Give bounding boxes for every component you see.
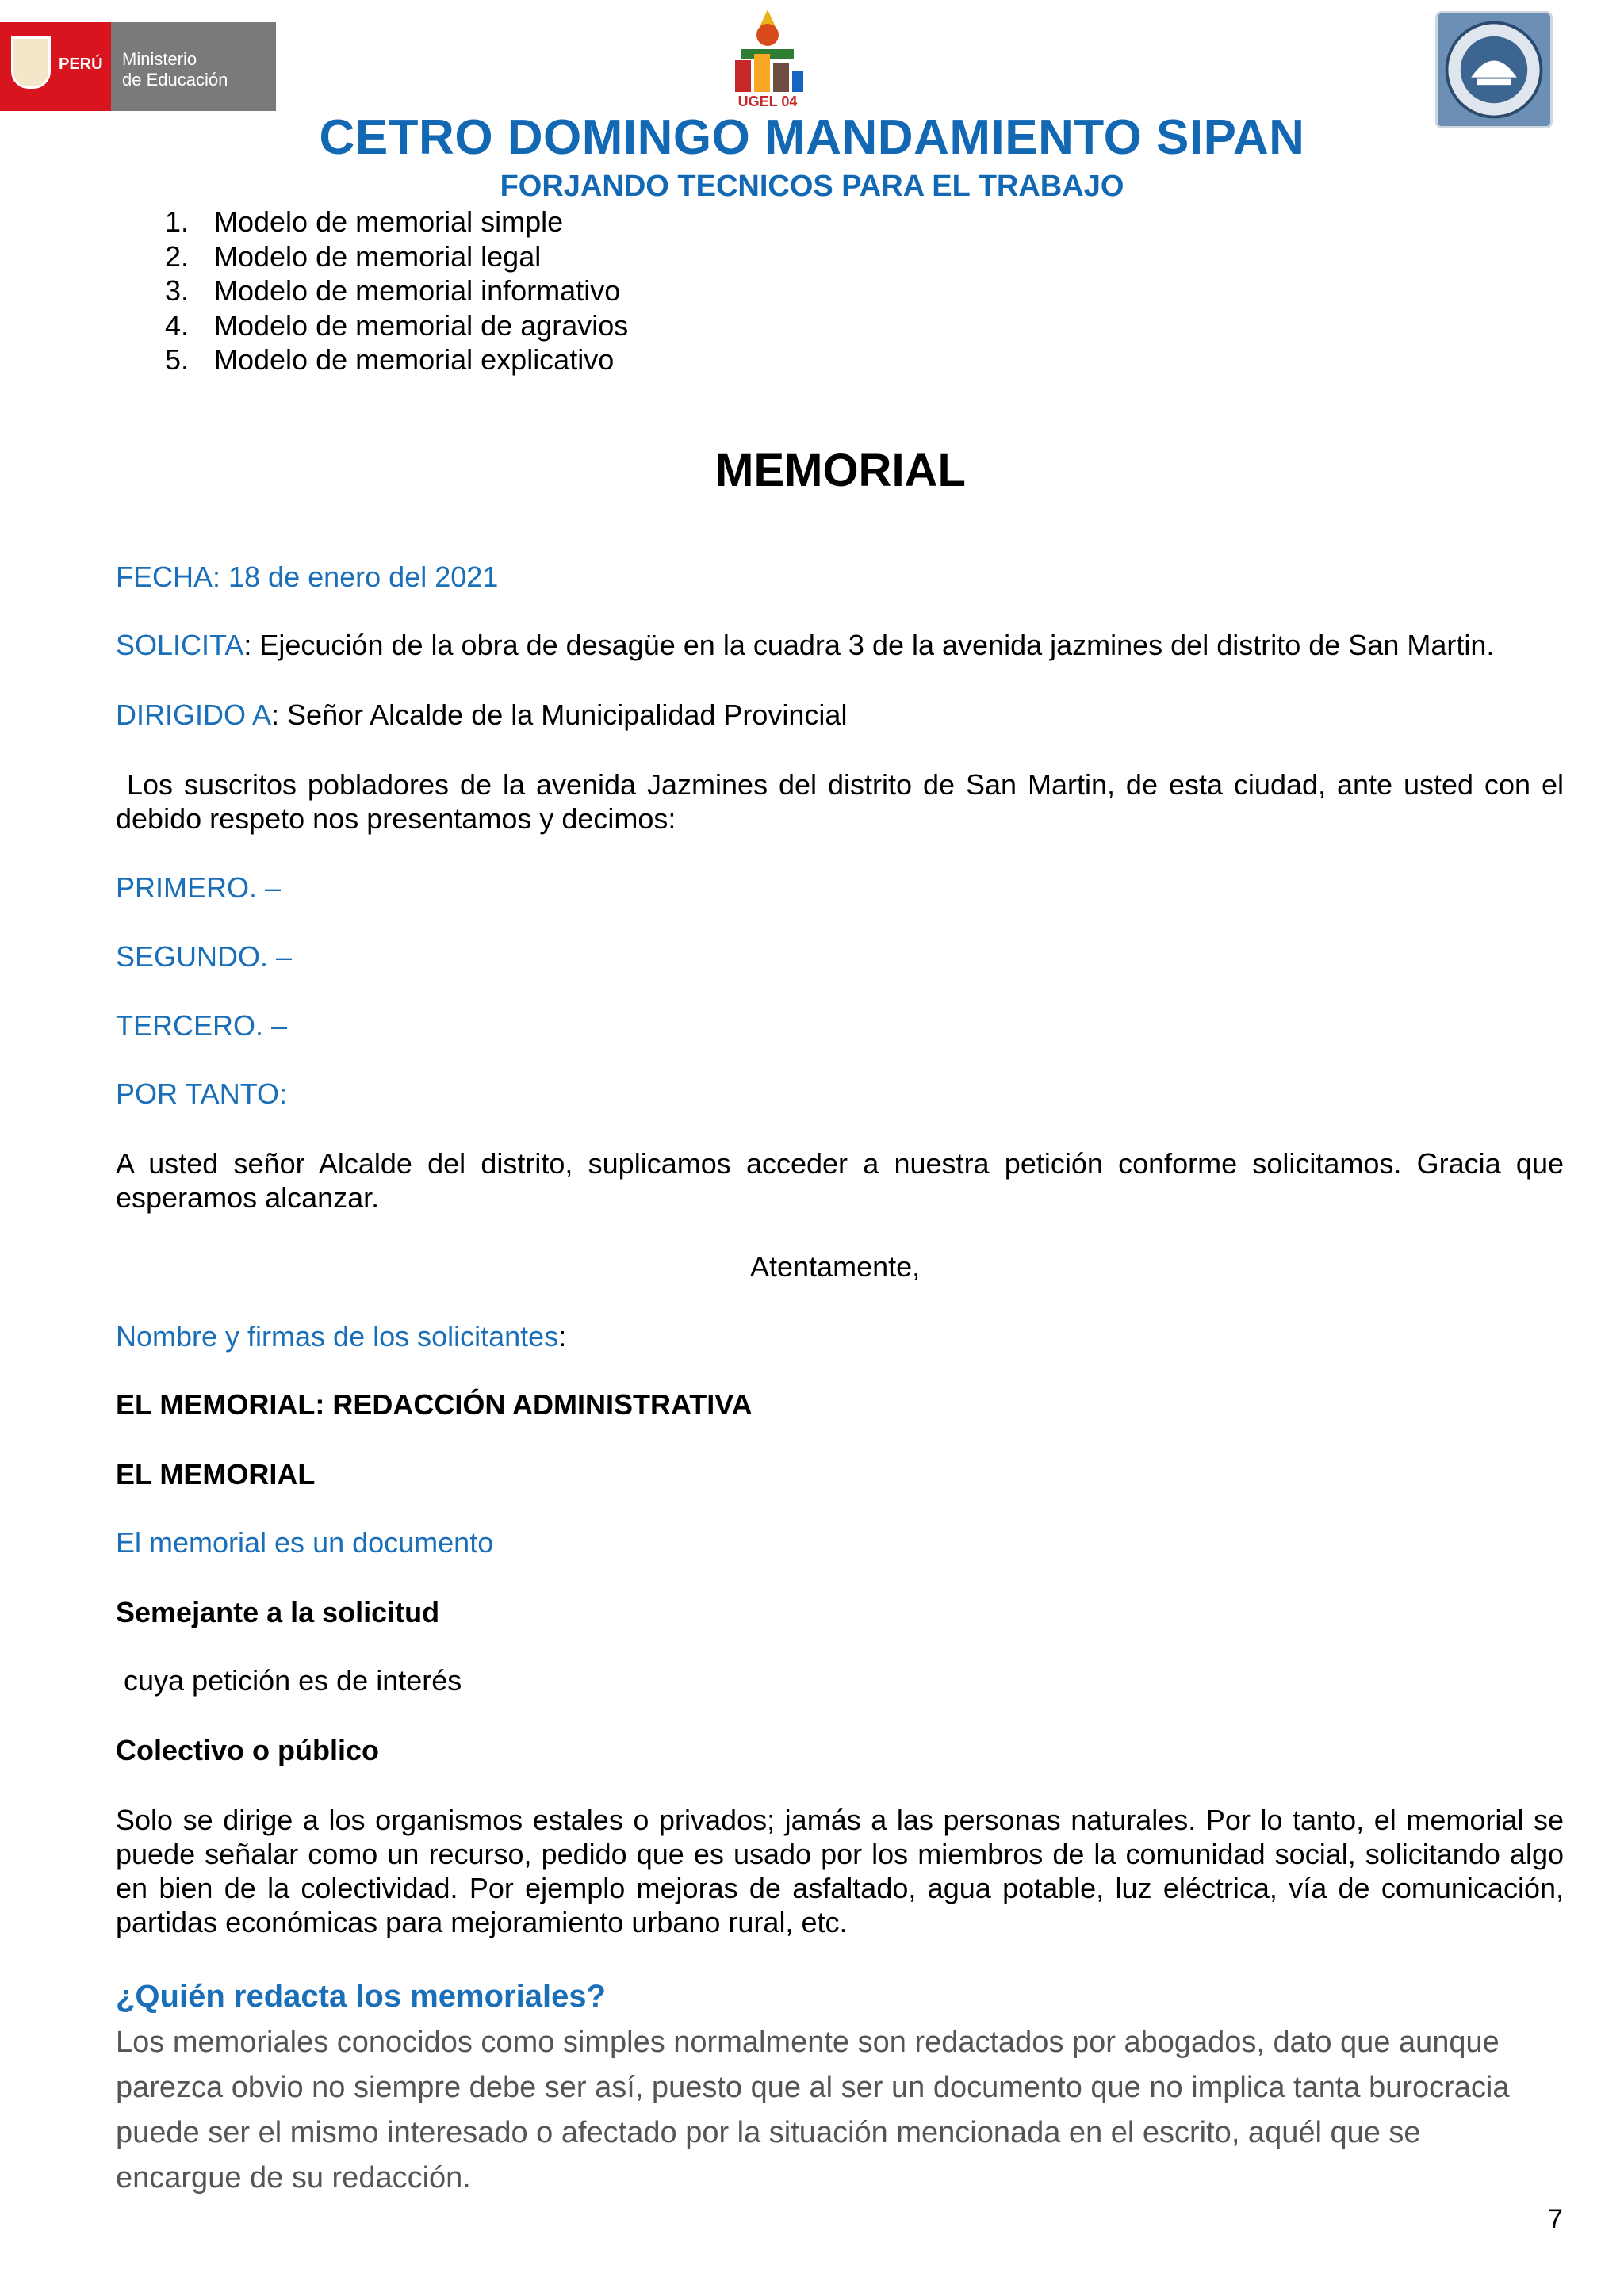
memorial-models-list — [165, 205, 628, 377]
list-item: 4. Modelo de memorial de agravios — [165, 308, 629, 342]
section-heading-memorial: EL MEMORIAL — [116, 1458, 316, 1490]
primero-label: PRIMERO. – — [116, 871, 282, 904]
section-heading-redaccion: EL MEMORIAL: REDACCIÓN ADMINISTRATIVA — [116, 1388, 753, 1421]
question-heading: ¿Quién redacta los memoriales? — [116, 1979, 606, 2014]
segundo-label: SEGUNDO. – — [116, 940, 293, 973]
school-name: CETRO DOMINGO MANDAMIENTO SIPAN — [319, 110, 1305, 165]
memorial-title: MEMORIAL — [715, 445, 966, 496]
coat-of-arms-icon — [11, 36, 51, 89]
minedu-logo — [0, 22, 276, 111]
list-item: 2. Modelo de memorial legal — [165, 239, 542, 273]
atentamente: Atentamente, — [750, 1250, 921, 1283]
intro-paragraph: Los suscritos pobladores de la avenida Jazmines del distrito de San Martin, de esta ciudad, ante usted con el debido respeto nos presentamos y decimos: — [116, 768, 1572, 835]
minedu-line1: Ministerio — [122, 49, 197, 69]
dirigido-line — [116, 698, 847, 732]
firmas-line: Nombre y firmas de los solicitantes: — [116, 1320, 567, 1353]
list-item: 1. Modelo de memorial simple — [165, 205, 564, 238]
solicita-label: SOLICITA — [116, 629, 244, 661]
definition-paragraph: Solo se dirige a los organismos estales o privados; jamás a las personas naturales. Por lo tanto, el memorial se puede señalar como un recurso, pedido que es usado por los miembros de la comunidad social, solicitando algo en bien de la colectividad. Por ejemplo mejoras de asfaltado, agua potable, luz eléctrica, vía de comunicación, partidas económicas para mejoramiento urbano rural, etc. — [116, 1804, 1564, 1938]
school-motto: FORJANDO TECNICOS PARA EL TRABAJO — [500, 170, 1124, 203]
list-item: 3. Modelo de memorial informativo — [165, 274, 621, 307]
solicita-line — [116, 628, 1494, 662]
dirigido-text: : Señor Alcalde de la Municipalidad Provincial — [271, 698, 848, 731]
minedu-text-block — [111, 22, 276, 111]
page-number: 7 — [1548, 2204, 1563, 2234]
fecha-line: FECHA: 18 de enero del 2021 — [116, 561, 499, 593]
definition-line: El memorial es un documento — [116, 1526, 494, 1559]
minedu-country: PERÚ — [59, 55, 103, 73]
firmas-label: Nombre y firmas de los solicitantes — [116, 1320, 559, 1353]
ugel-logo-icon — [718, 5, 818, 109]
peticion-paragraph: A usted señor Alcalde del distrito, suplicamos acceder a nuestra petición conforme solicitamos. Gracia que esperamos alcanzar. — [116, 1147, 1564, 1214]
dirigido-label: DIRIGIDO A — [116, 698, 272, 731]
tercero-label: TERCERO. – — [116, 1009, 288, 1042]
closing-paragraph: Los memoriales conocidos como simples normalmente son redactados por abogados, dato que aunque parezca obvio no siempre debe ser así, puesto que al ser un documento que no implica tanta burocracia puede ser el mismo interesado o afectado por la situación mencionada en el escrito, aquél que se encargue de su redacción. — [116, 2026, 1510, 2195]
peticion-interes-line: cuya petición es de interés — [116, 1664, 462, 1697]
peru-flag-block — [0, 22, 111, 111]
list-item: 5. Modelo de memorial explicativo — [165, 343, 615, 376]
semejante-line: Semejante a la solicitud — [116, 1596, 440, 1628]
solicita-text: : Ejecución de la obra de desagüe en la cuadra 3 de la avenida jazmines del distrito de San Martin. — [243, 629, 1495, 661]
colectivo-line: Colectivo o público — [116, 1734, 380, 1766]
ugel-logo-text: UGEL 04 — [737, 94, 798, 109]
minedu-line2: de Educación — [122, 70, 228, 90]
por-tanto-label: POR TANTO: — [116, 1077, 288, 1110]
